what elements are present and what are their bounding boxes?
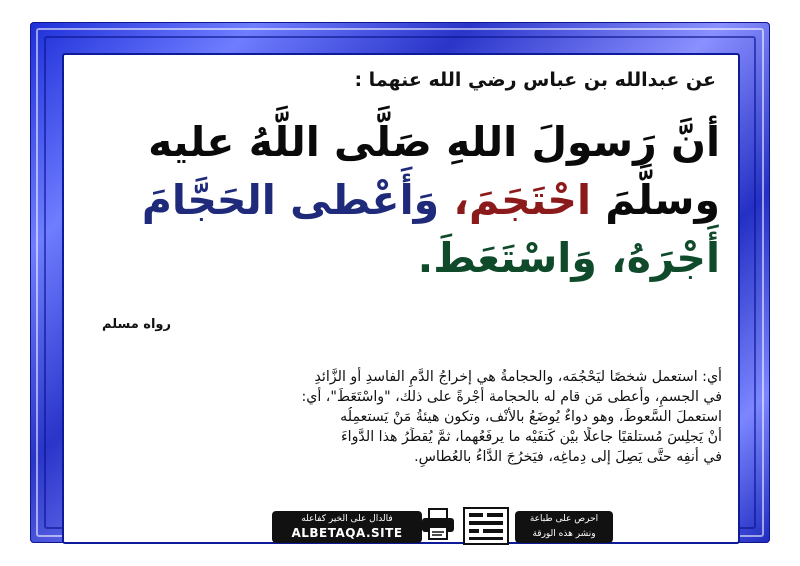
hadith-line-3: أَجْرَهُ، وَاسْتَعَطَ. [417, 234, 720, 282]
printer-icon [420, 507, 456, 541]
hadith-word-ihtajam: احْتَجَمَ، [453, 176, 592, 224]
explanation-line: أنْ يَجلِسَ مُستلقيًا جاعلًا بيْن كَتفَيْه ما يرفَعُهما، ثمَّ يُقطِّرُ هذا الدَّواءَ [340, 429, 722, 445]
hadith-chain: عن عبدالله بن عباس رضي الله عنهما : [354, 69, 716, 91]
hadith-line-2 [80, 171, 720, 229]
hadith-word-wasallam: وسلَّمَ [605, 176, 720, 224]
explanation-text [74, 367, 722, 467]
hadith-phrase-aataa: وَأَعْطى الحَجَّامَ [141, 176, 440, 224]
footer-print-box [515, 511, 613, 543]
footer-site-box [272, 511, 422, 543]
footer-print-line-2: ونشر هذه الورقة [532, 529, 596, 539]
explanation-line: في أنفِه حتَّى يَصِلَ إلى دِماغِه، فيَخرُجَ الدَّاءُ بالعُطاسِ. [414, 449, 722, 465]
footer-bar [210, 507, 610, 543]
explanation-line: في الجسمِ، وأعطى مَن قام له بالحجامة أُجْرةً على ذلك، "واسْتَعَطَ"، أي: [301, 389, 722, 405]
hadith-text [80, 113, 720, 287]
explanation-line: استعملَ السَّعوطَ، وهو دواءٌ يُوضَعُ بالأنْف، وتكون هيئةُ مَنْ يَستعمِلُه [340, 409, 722, 425]
explanation-line: أي: استعمل شخصًا ليَحْجُمَه، والحجامةُ هي إخراجُ الدَّمِ الفاسدِ أو الزَّائدِ [314, 369, 722, 385]
footer-site-link[interactable]: ALBETAQA.SITE [291, 526, 403, 540]
hadith-line-1: أنَّ رَسولَ اللهِ صَلَّى اللَّهُ عليه [148, 118, 720, 166]
dawah-logo-icon [463, 507, 509, 545]
card-paper [62, 53, 740, 544]
footer-print-line-1: احرص على طباعة [529, 514, 599, 524]
footer-proverb: فالدال على الخير كفاعله [301, 514, 393, 524]
hadith-source: رواه مسلم [102, 317, 171, 332]
